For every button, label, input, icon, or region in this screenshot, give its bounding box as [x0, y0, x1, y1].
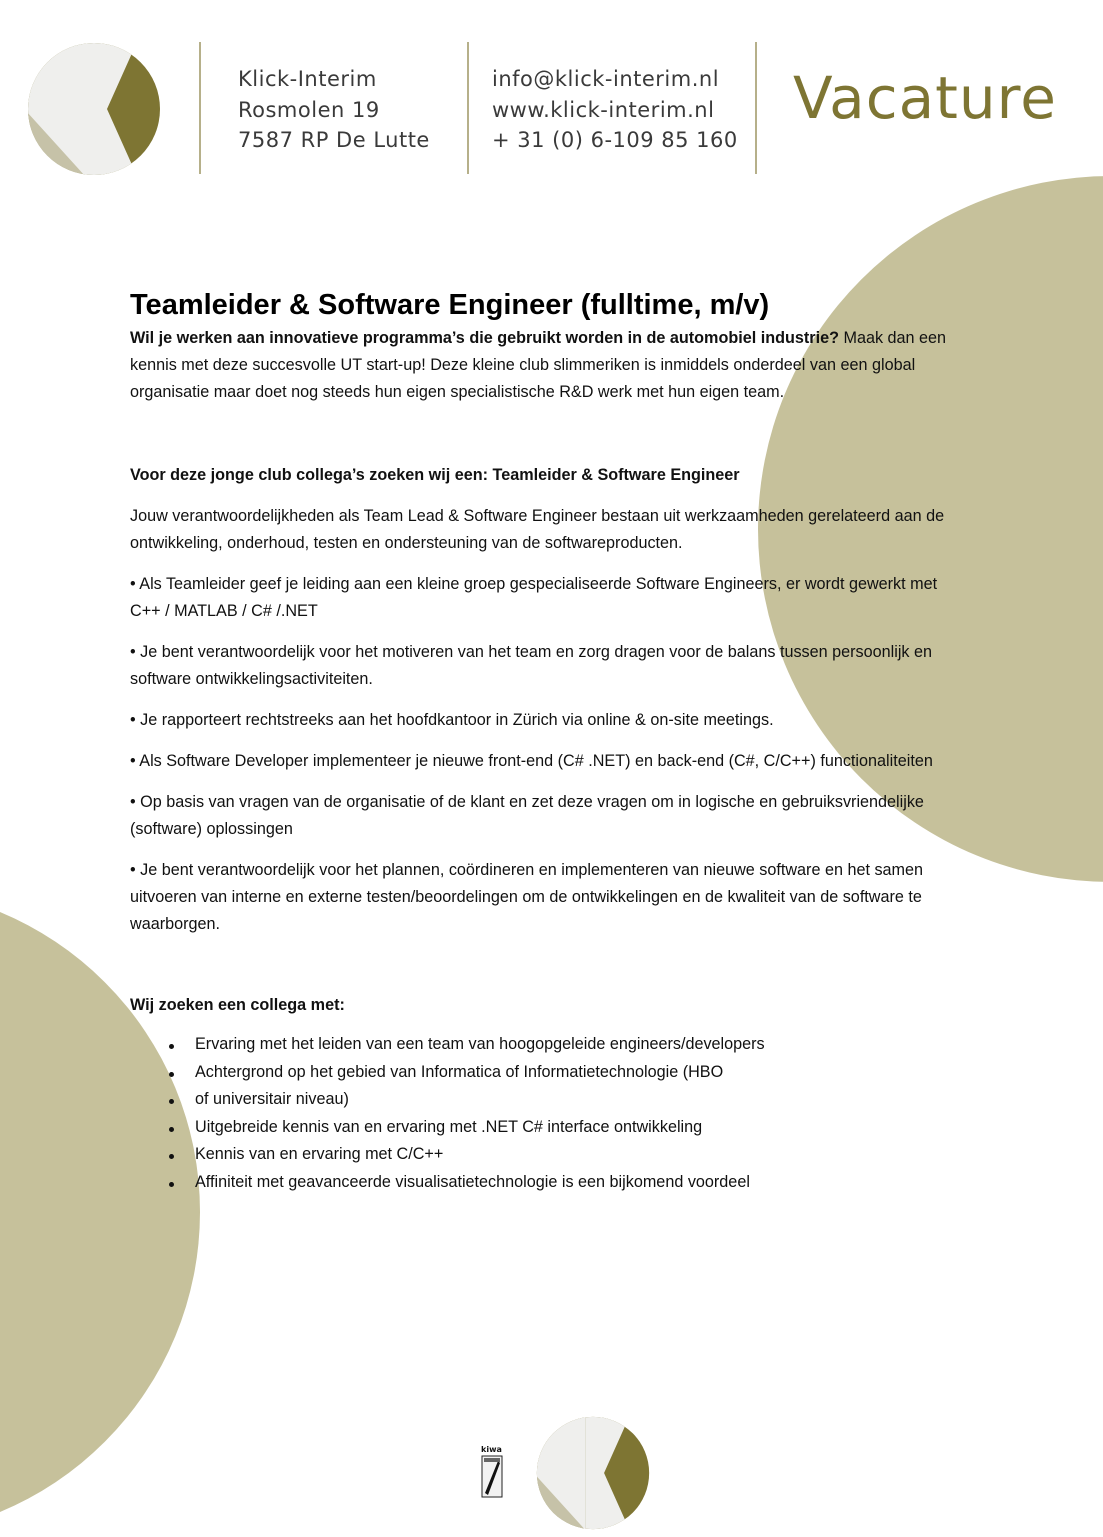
responsibilities-intro: Jouw verantwoordelijkheden als Team Lead & Software Engineer bestaan uit werkzaamheden gerelateerd aan de ontwikkeling, onderhoud, testen en ondersteuning van de softwareproducten. [130, 507, 945, 552]
contact-email[interactable]: info@klick-interim.nl [492, 67, 720, 91]
intro-question: Wil je werken aan innovatieve programma’s die gebruikt worden in de automobiel industrie? [130, 329, 839, 347]
company-contact [492, 64, 738, 156]
header-divider [199, 42, 201, 174]
company-postal-city: 7587 RP De Lutte [238, 128, 430, 152]
list-item: of universitair niveau) [130, 1086, 965, 1114]
company-address [238, 64, 430, 156]
list-item: Affiniteit met geavanceerde visualisatietechnologie is een bijkomend voordeel [130, 1169, 965, 1197]
list-item: Kennis van en ervaring met C/C++ [130, 1141, 965, 1169]
header-divider [467, 42, 469, 174]
responsibility-item: • Je rapporteert rechtstreeks aan het hoofdkantoor in Zürich via online & on-site meetings. [130, 711, 774, 729]
kiwa-label: kiwa [481, 1445, 502, 1454]
company-street: Rosmolen 19 [238, 97, 380, 122]
responsibility-item: • Als Teamleider geef je leiding aan een kleine groep gespecialiseerde Software Engineers, er wordt gewerkt met C++ / MATLAB / C# /.NET [130, 575, 938, 620]
company-name: Klick-Interim [238, 67, 377, 91]
responsibility-item: • Je bent verantwoordelijk voor het plannen, coördineren en implementeren van nieuwe software en het samen uitvoeren van interne en externe testen/beoordelingen om de ontwikkelingen en de kwaliteit van de software te waarborgen. [130, 861, 924, 933]
contact-phone: + 31 (0) 6-109 85 160 [492, 128, 738, 152]
list-item: Uitgebreide kennis van en ervaring met .NET C# interface ontwikkeling [130, 1114, 965, 1142]
list-item: Achtergrond op het gebied van Informatica of Informatietechnologie (HBO [130, 1059, 965, 1087]
vacancy-content [130, 285, 965, 1196]
responsibility-item: • Als Software Developer implementeer je nieuwe front-end (C# .NET) en back-end (C#, C/C++) functionaliteiten [130, 752, 933, 770]
section-heading: Voor deze jonge club collega’s zoeken wij een: Teamleider & Software Engineer [130, 466, 740, 484]
contact-website[interactable]: www.klick-interim.nl [492, 97, 715, 122]
intro-text: Maak dan een kennis met deze succesvolle UT start-up! Deze kleine club slimmeriken is inmiddels onderdeel van een global organisatie maar doet nog steeds hun eigen specialistische R&D werk met hun eigen team. [130, 329, 947, 401]
requirements-list [130, 1031, 965, 1196]
kiwa-certification-icon [480, 1443, 504, 1499]
document-type-heading: Vacature [793, 64, 1057, 132]
page-title: Teamleider & Software Engineer (fulltime, m/v) [130, 289, 770, 321]
klick-footer-logo-icon [536, 1416, 650, 1530]
responsibility-item: • Je bent verantwoordelijk voor het motiveren van het team en zorg dragen voor de balans tussen persoonlijk en software ontwikkelingsactiviteiten. [130, 643, 933, 688]
klick-logo-icon [27, 42, 161, 176]
intro-paragraph [130, 325, 965, 406]
list-item: Ervaring met het leiden van een team van hoogopgeleide engineers/developers [130, 1031, 965, 1059]
requirements-heading: Wij zoeken een collega met: [130, 996, 345, 1014]
responsibility-item: • Op basis van vragen van de organisatie of de klant en zet deze vragen om in logische en gebruiksvriendelijke (software) oplossingen [130, 793, 924, 838]
header-divider [755, 42, 757, 174]
